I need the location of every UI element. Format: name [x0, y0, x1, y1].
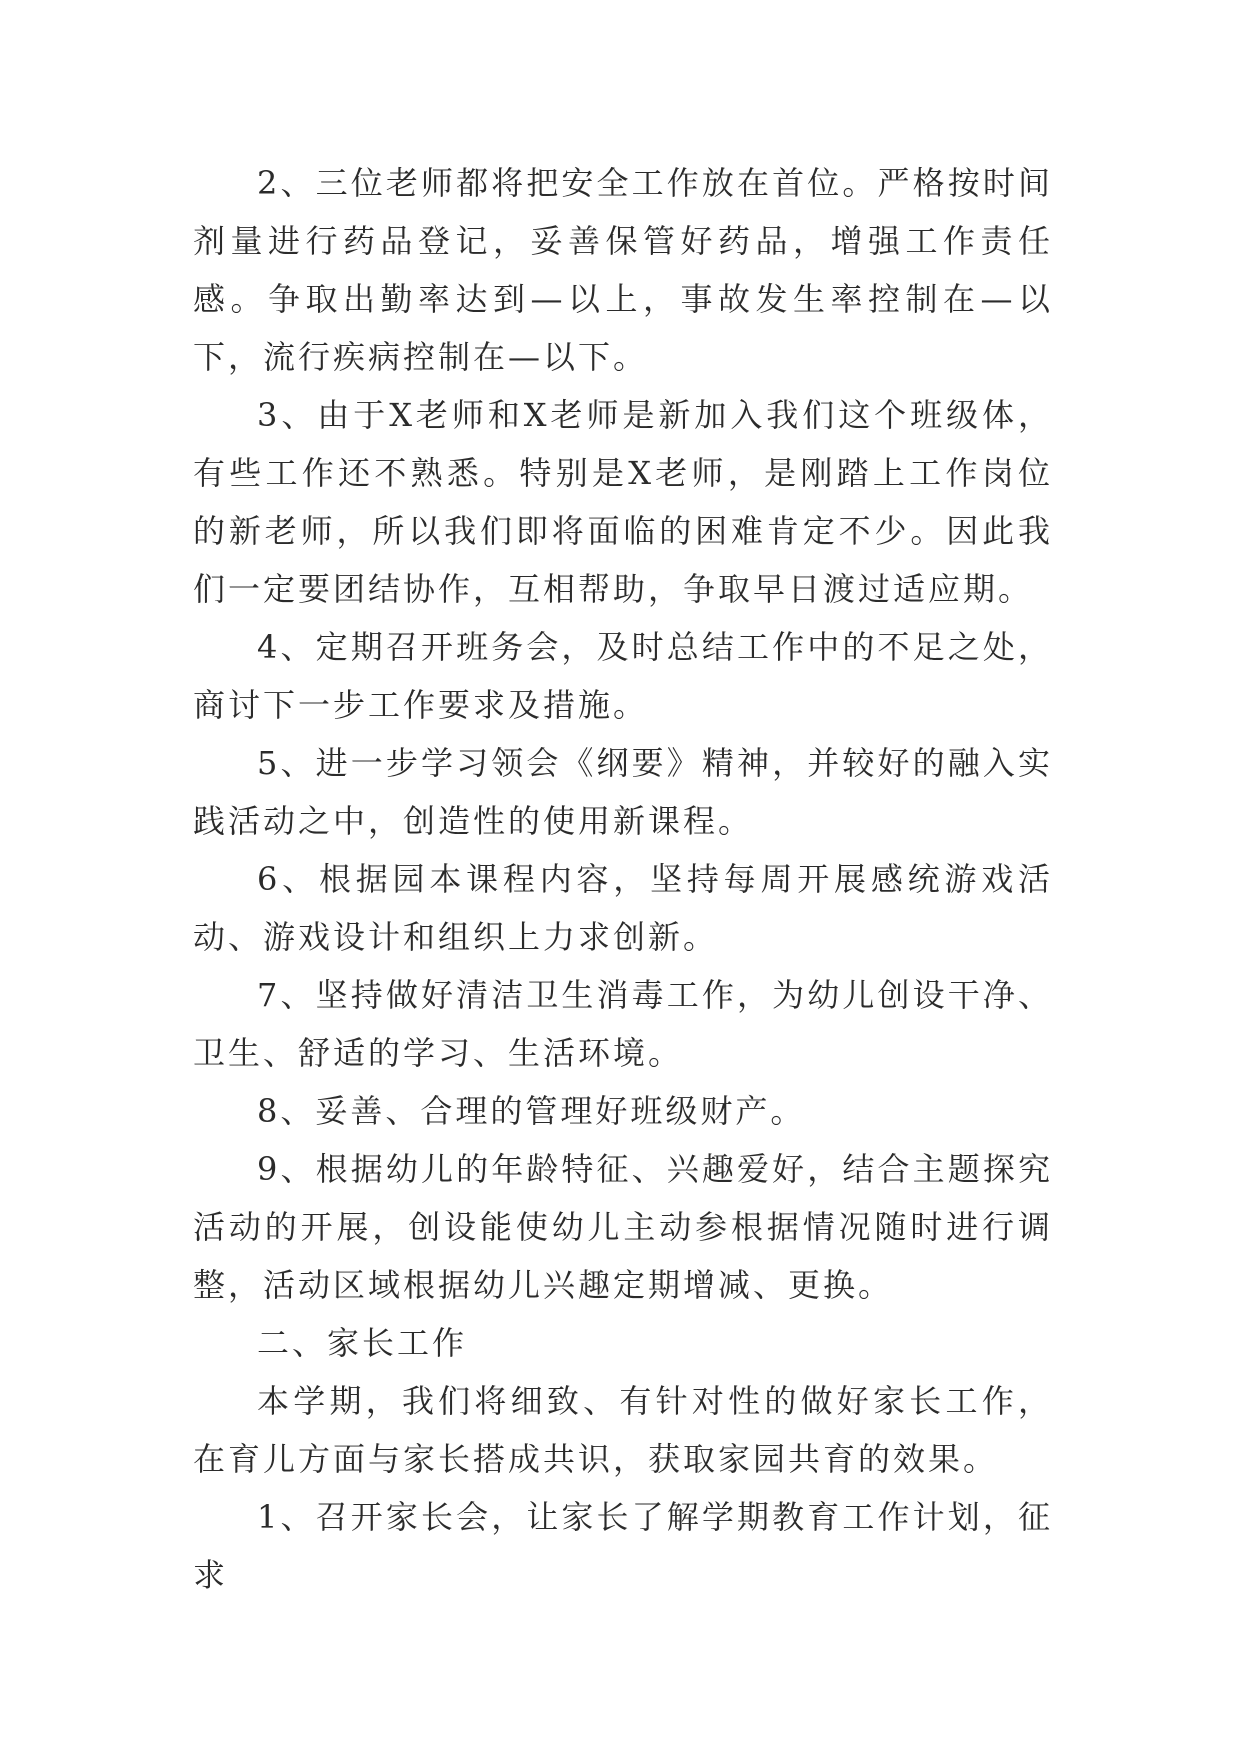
paragraph-hygiene: 7、坚持做好清洁卫生消毒工作，为幼儿创设干净、卫生、舒适的学习、生活环境。 [193, 976, 1053, 1072]
paragraph-class-meetings: 4、定期召开班务会，及时总结工作中的不足之处，商讨下一步工作要求及措施。 [193, 628, 1053, 724]
section-heading-parent-work: 二、家长工作 [257, 1324, 468, 1362]
paragraph-sensory-games: 6、根据园本课程内容，坚持每周开展感统游戏活动、游戏设计和组织上力求创新。 [193, 860, 1053, 956]
paragraph-safety-work: 2、三位老师都将把安全工作放在首位。严格按时间剂量进行药品登记，妥善保管好药品，增强工作责任感。争取出勤率达到—以上，事故发生率控制在—以下，流行疾病控制在—以下。 [193, 164, 1053, 376]
paragraph-study-outline: 5、进一步学习领会《纲要》精神，并较好的融入实践活动之中，创造性的使用新课程。 [193, 744, 1053, 840]
paragraph-parent-meeting: 1、召开家长会，让家长了解学期教育工作计划，征求 [193, 1498, 1053, 1594]
paragraph-activity-areas: 9、根据幼儿的年龄特征、兴趣爱好，结合主题探究活动的开展，创设能使幼儿主动参根据情况随时进行调整，活动区域根据幼儿兴趣定期增减、更换。 [193, 1150, 1053, 1304]
paragraph-new-teachers: 3、由于X老师和X老师是新加入我们这个班级体，有些工作还不熟悉。特别是X老师，是刚踏上工作岗位的新老师，所以我们即将面临的困难肯定不少。因此我们一定要团结协作，互相帮助，争取早日渡过适应期。 [193, 396, 1053, 608]
paragraph-class-property: 8、妥善、合理的管理好班级财产。 [257, 1092, 806, 1130]
paragraph-parent-work-intro: 本学期，我们将细致、有针对性的做好家长工作，在育儿方面与家长搭成共识，获取家园共育的效果。 [193, 1382, 1053, 1478]
document-body [193, 154, 1053, 1604]
